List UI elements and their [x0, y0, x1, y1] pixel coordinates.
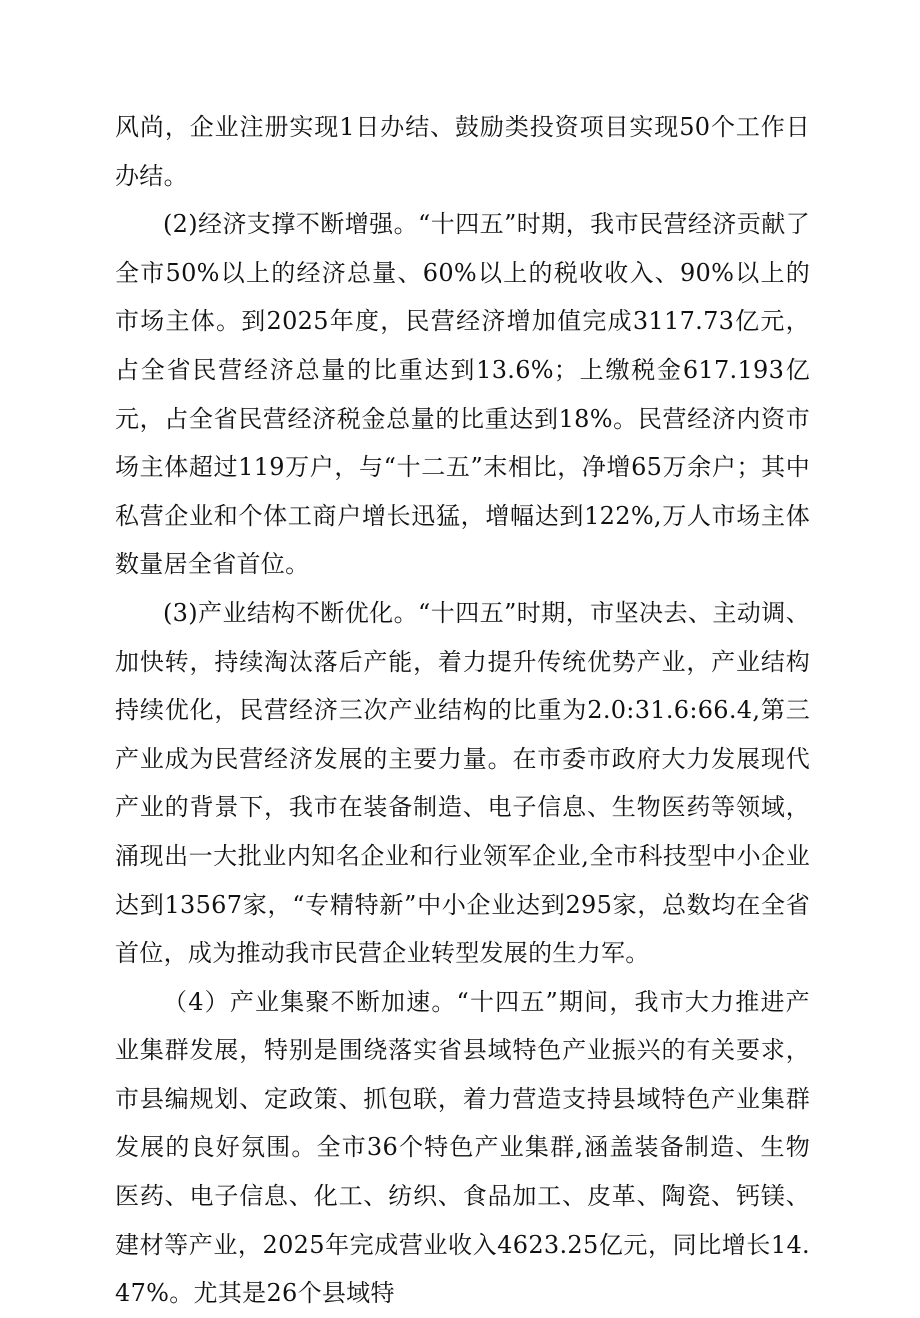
paragraph-industrial-clustering: （4）产业集聚不断加速。“十四五”期间，我市大力推进产业集群发展，特别是围绕落实省县域特色产业振兴的有关要求，市县编规划、定政策、抓包联，着力营造支持县域特色产业集群发展的良好氛围。全市36个特色产业集群,涵盖装备制造、生物医药、电子信息、化工、纺织、食品加工、皮革、陶瓷、钙镁、建材等产业，2025年完成营业收入4623.25亿元，同比增长14.47%。尤其是26个县域特 [115, 987, 810, 1308]
paragraph-continuation: 风尚，企业注册实现1日办结、鼓励类投资项目实现50个工作日办结。 [115, 113, 810, 190]
document-body [115, 103, 810, 1318]
paragraph-industrial-structure: (3)产业结构不断优化。“十四五”时期，市坚决去、主动调、加快转，持续淘汰落后产能，着力提升传统优势产业，产业结构持续优化，民营经济三次产业结构的比重为2.0:31.6:66.4,第三产业成为民营经济发展的主要力量。在市委市政府大力发展现代产业的背景下，我市在装备制造、电子信息、生物医药等领域，涌现出一大批业内知名企业和行业领军企业,全市科技型中小企业达到13567家，“专精特新”中小企业达到295家，总数均在全省首位，成为推动我市民营企业转型发展的生力军。 [115, 598, 810, 968]
paragraph-economic-support: (2)经济支撑不断增强。“十四五”时期，我市民营经济贡献了全市50%以上的经济总量、60%以上的税收收入、90%以上的市场主体。到2025年度，民营经济增加值完成3117.73亿元，占全省民营经济总量的比重达到13.6%；上缴税金617.193亿元，占全省民营经济税金总量的比重达到18%。民营经济内资市场主体超过119万户，与“十二五”末相比，净增65万余户；其中私营企业和个体工商户增长迅猛，增幅达到122%,万人市场主体数量居全省首位。 [115, 210, 810, 579]
